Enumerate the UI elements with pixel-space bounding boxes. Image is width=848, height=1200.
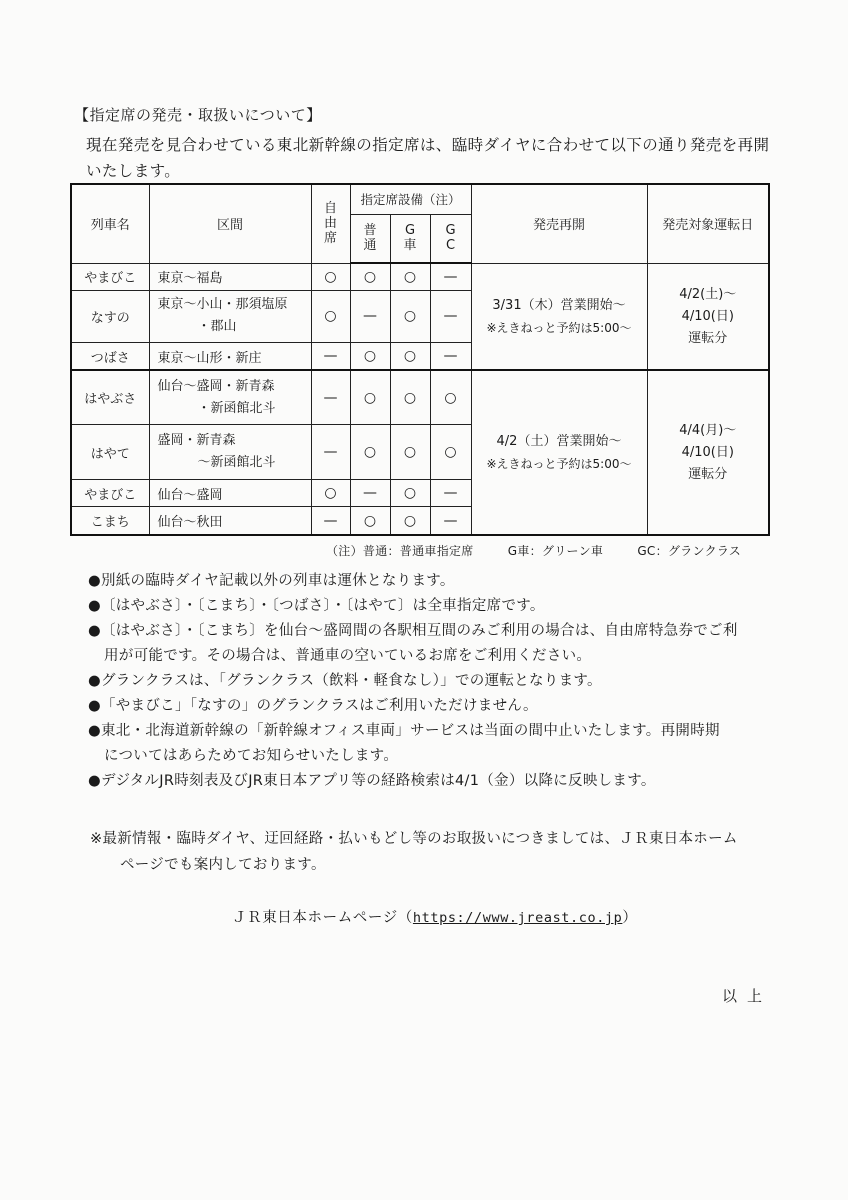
header-free-char-2: 由 xyxy=(323,216,337,232)
dates-start: 4/2(土)～ xyxy=(679,286,737,302)
green-mark: ○ xyxy=(390,425,430,480)
header-green xyxy=(390,214,430,263)
info-line-1: ※最新情報・臨時ダイヤ、迂回経路・払いもどし等のお取扱いにつきましては、ＪＲ東日本ホーム xyxy=(90,831,738,847)
green-mark: ○ xyxy=(390,342,430,370)
operating-dates-group-1 xyxy=(647,263,769,370)
gc-mark: — xyxy=(430,290,471,342)
resume-info-group-2 xyxy=(471,370,647,535)
train-name: つばさ xyxy=(71,342,149,370)
header-gc-char-1: G xyxy=(445,223,456,239)
bullet-item: ●〔はやぶさ〕・〔こまち〕・〔つばさ〕・〔はやて〕は全車指定席です。 xyxy=(88,598,545,614)
train-name: こまち xyxy=(71,507,149,535)
section-heading: 【指定席の発売・取扱いについて】 xyxy=(74,106,322,124)
reserved-seat-table xyxy=(70,183,770,536)
free-seat-mark: — xyxy=(311,342,350,370)
dates-suffix: 運転分 xyxy=(688,330,728,346)
dates-start: 4/4(月)～ xyxy=(679,422,737,438)
train-name: はやぶさ xyxy=(71,370,149,424)
header-resume: 発売再開 xyxy=(471,184,647,263)
header-reserved-facilities: 指定席設備（注） xyxy=(350,184,471,214)
section-cell: 東京～福島 xyxy=(149,263,311,290)
green-mark: ○ xyxy=(390,263,430,290)
section-line-2: ・郡山 xyxy=(197,319,237,335)
dates-end: 4/10(日) xyxy=(681,308,734,324)
regular-mark: — xyxy=(350,480,390,507)
header-regular xyxy=(350,214,390,263)
train-name: やまびこ xyxy=(71,263,149,290)
bullet-item: ●デジタルJR時刻表及びJR東日本アプリ等の経路検索は4/1（金）以降に反映します。 xyxy=(88,773,656,789)
bullet-list xyxy=(88,569,778,794)
bullet-item: ●グランクラスは、「グランクラス（飲料・軽食なし）」での運転となります。 xyxy=(88,673,602,689)
info-line-2: ページでも案内しております。 xyxy=(120,857,326,873)
header-regular-char-2: 通 xyxy=(363,238,377,254)
gc-mark: — xyxy=(430,507,471,535)
bullet-item: ●別紙の臨時ダイヤ記載以外の列車は運休となります。 xyxy=(88,573,455,589)
header-free-char-1: 自 xyxy=(323,201,337,217)
bullet-item: ●東北・北海道新幹線の「新幹線オフィス車両」サービスは当面の間中止いたします。再開時期 xyxy=(88,723,720,739)
resume-note: ※えきねっと予約は5:00～ xyxy=(486,456,632,471)
bullet-item-continuation: 用が可能です。その場合は、普通車の空いているお席をご利用ください。 xyxy=(104,648,592,664)
dates-end: 4/10(日) xyxy=(681,444,734,460)
bullet-item-continuation: についてはあらためてお知らせいたします。 xyxy=(104,748,399,764)
intro-line-2: いたします。 xyxy=(86,162,181,180)
section-cell: 仙台～秋田 xyxy=(149,507,311,535)
regular-mark: — xyxy=(350,290,390,342)
info-note xyxy=(90,826,738,878)
header-free-seat xyxy=(311,184,350,263)
section-cell xyxy=(149,370,311,424)
header-section: 区間 xyxy=(149,184,311,263)
gc-mark: — xyxy=(430,263,471,290)
dates-suffix: 運転分 xyxy=(688,466,728,482)
gc-mark: ○ xyxy=(430,370,471,424)
free-seat-mark: — xyxy=(311,507,350,535)
section-line-2: ～新函館北斗 xyxy=(197,455,276,471)
resume-date: 3/31（木）営業開始～ xyxy=(492,297,626,313)
section-line-1: 東京～小山・那須塩原 xyxy=(157,297,288,313)
train-name: なすの xyxy=(71,290,149,342)
regular-mark: ○ xyxy=(350,507,390,535)
header-regular-char-1: 普 xyxy=(363,223,377,239)
section-line-2: ・新函館北斗 xyxy=(197,400,276,416)
resume-note: ※えきねっと予約は5:00～ xyxy=(486,320,632,335)
regular-mark: ○ xyxy=(350,425,390,480)
green-mark: ○ xyxy=(390,507,430,535)
header-free-char-3: 席 xyxy=(323,231,337,247)
free-seat-mark: — xyxy=(311,425,350,480)
free-seat-mark: ○ xyxy=(311,290,350,342)
green-mark: ○ xyxy=(390,480,430,507)
header-dates: 発売対象運転日 xyxy=(647,184,769,263)
gc-mark: ○ xyxy=(430,425,471,480)
section-cell: 東京～山形・新庄 xyxy=(149,342,311,370)
resume-info-group-1 xyxy=(471,263,647,370)
bullet-item: ●「やまびこ」「なすの」のグランクラスはご利用いただけません。 xyxy=(88,698,538,714)
note-green: G車：グリーン車 xyxy=(507,544,604,558)
bullet-item: ●〔はやぶさ〕・〔こまち〕を仙台～盛岡間の各駅相互間のみご利用の場合は、自由席特急券でご利 xyxy=(88,623,738,639)
intro-line-1: 現在発売を見合わせている東北新幹線の指定席は、臨時ダイヤに合わせて以下の通り発売を再開 xyxy=(86,136,770,154)
table-row xyxy=(71,263,769,290)
section-cell xyxy=(149,290,311,342)
homepage-label: ＪＲ東日本ホームページ（ xyxy=(232,910,413,926)
intro-paragraph xyxy=(86,132,786,184)
operating-dates-group-2 xyxy=(647,370,769,535)
note-gc: GC：グランクラス xyxy=(637,544,742,558)
homepage-reference xyxy=(232,906,638,927)
train-name: はやて xyxy=(71,425,149,480)
resume-date: 4/2（土）営業開始～ xyxy=(496,433,622,449)
header-train: 列車名 xyxy=(71,184,149,263)
green-mark: ○ xyxy=(390,370,430,424)
homepage-close: ） xyxy=(622,910,638,926)
regular-mark: ○ xyxy=(350,342,390,370)
free-seat-mark: — xyxy=(311,370,350,424)
header-gc xyxy=(430,214,471,263)
gc-mark: — xyxy=(430,342,471,370)
table-footnote xyxy=(326,542,771,559)
section-line-1: 盛岡・新青森 xyxy=(157,433,236,449)
gc-mark: — xyxy=(430,480,471,507)
section-line-1: 仙台～盛岡・新青森 xyxy=(157,378,275,394)
header-gc-char-2: C xyxy=(445,238,456,254)
homepage-link[interactable]: https://www.jreast.co.jp xyxy=(412,910,623,926)
train-name: やまびこ xyxy=(71,480,149,507)
table-row xyxy=(71,370,769,424)
free-seat-mark: ○ xyxy=(311,263,350,290)
green-mark: ○ xyxy=(390,290,430,342)
section-cell xyxy=(149,425,311,480)
regular-mark: ○ xyxy=(350,263,390,290)
header-green-char-2: 車 xyxy=(403,238,417,254)
section-cell: 仙台～盛岡 xyxy=(149,480,311,507)
regular-mark: ○ xyxy=(350,370,390,424)
closing-mark: 以上 xyxy=(722,987,773,1005)
note-regular: （注）普通：普通車指定席 xyxy=(326,544,474,558)
header-green-char-1: G xyxy=(404,223,416,239)
free-seat-mark: ○ xyxy=(311,480,350,507)
